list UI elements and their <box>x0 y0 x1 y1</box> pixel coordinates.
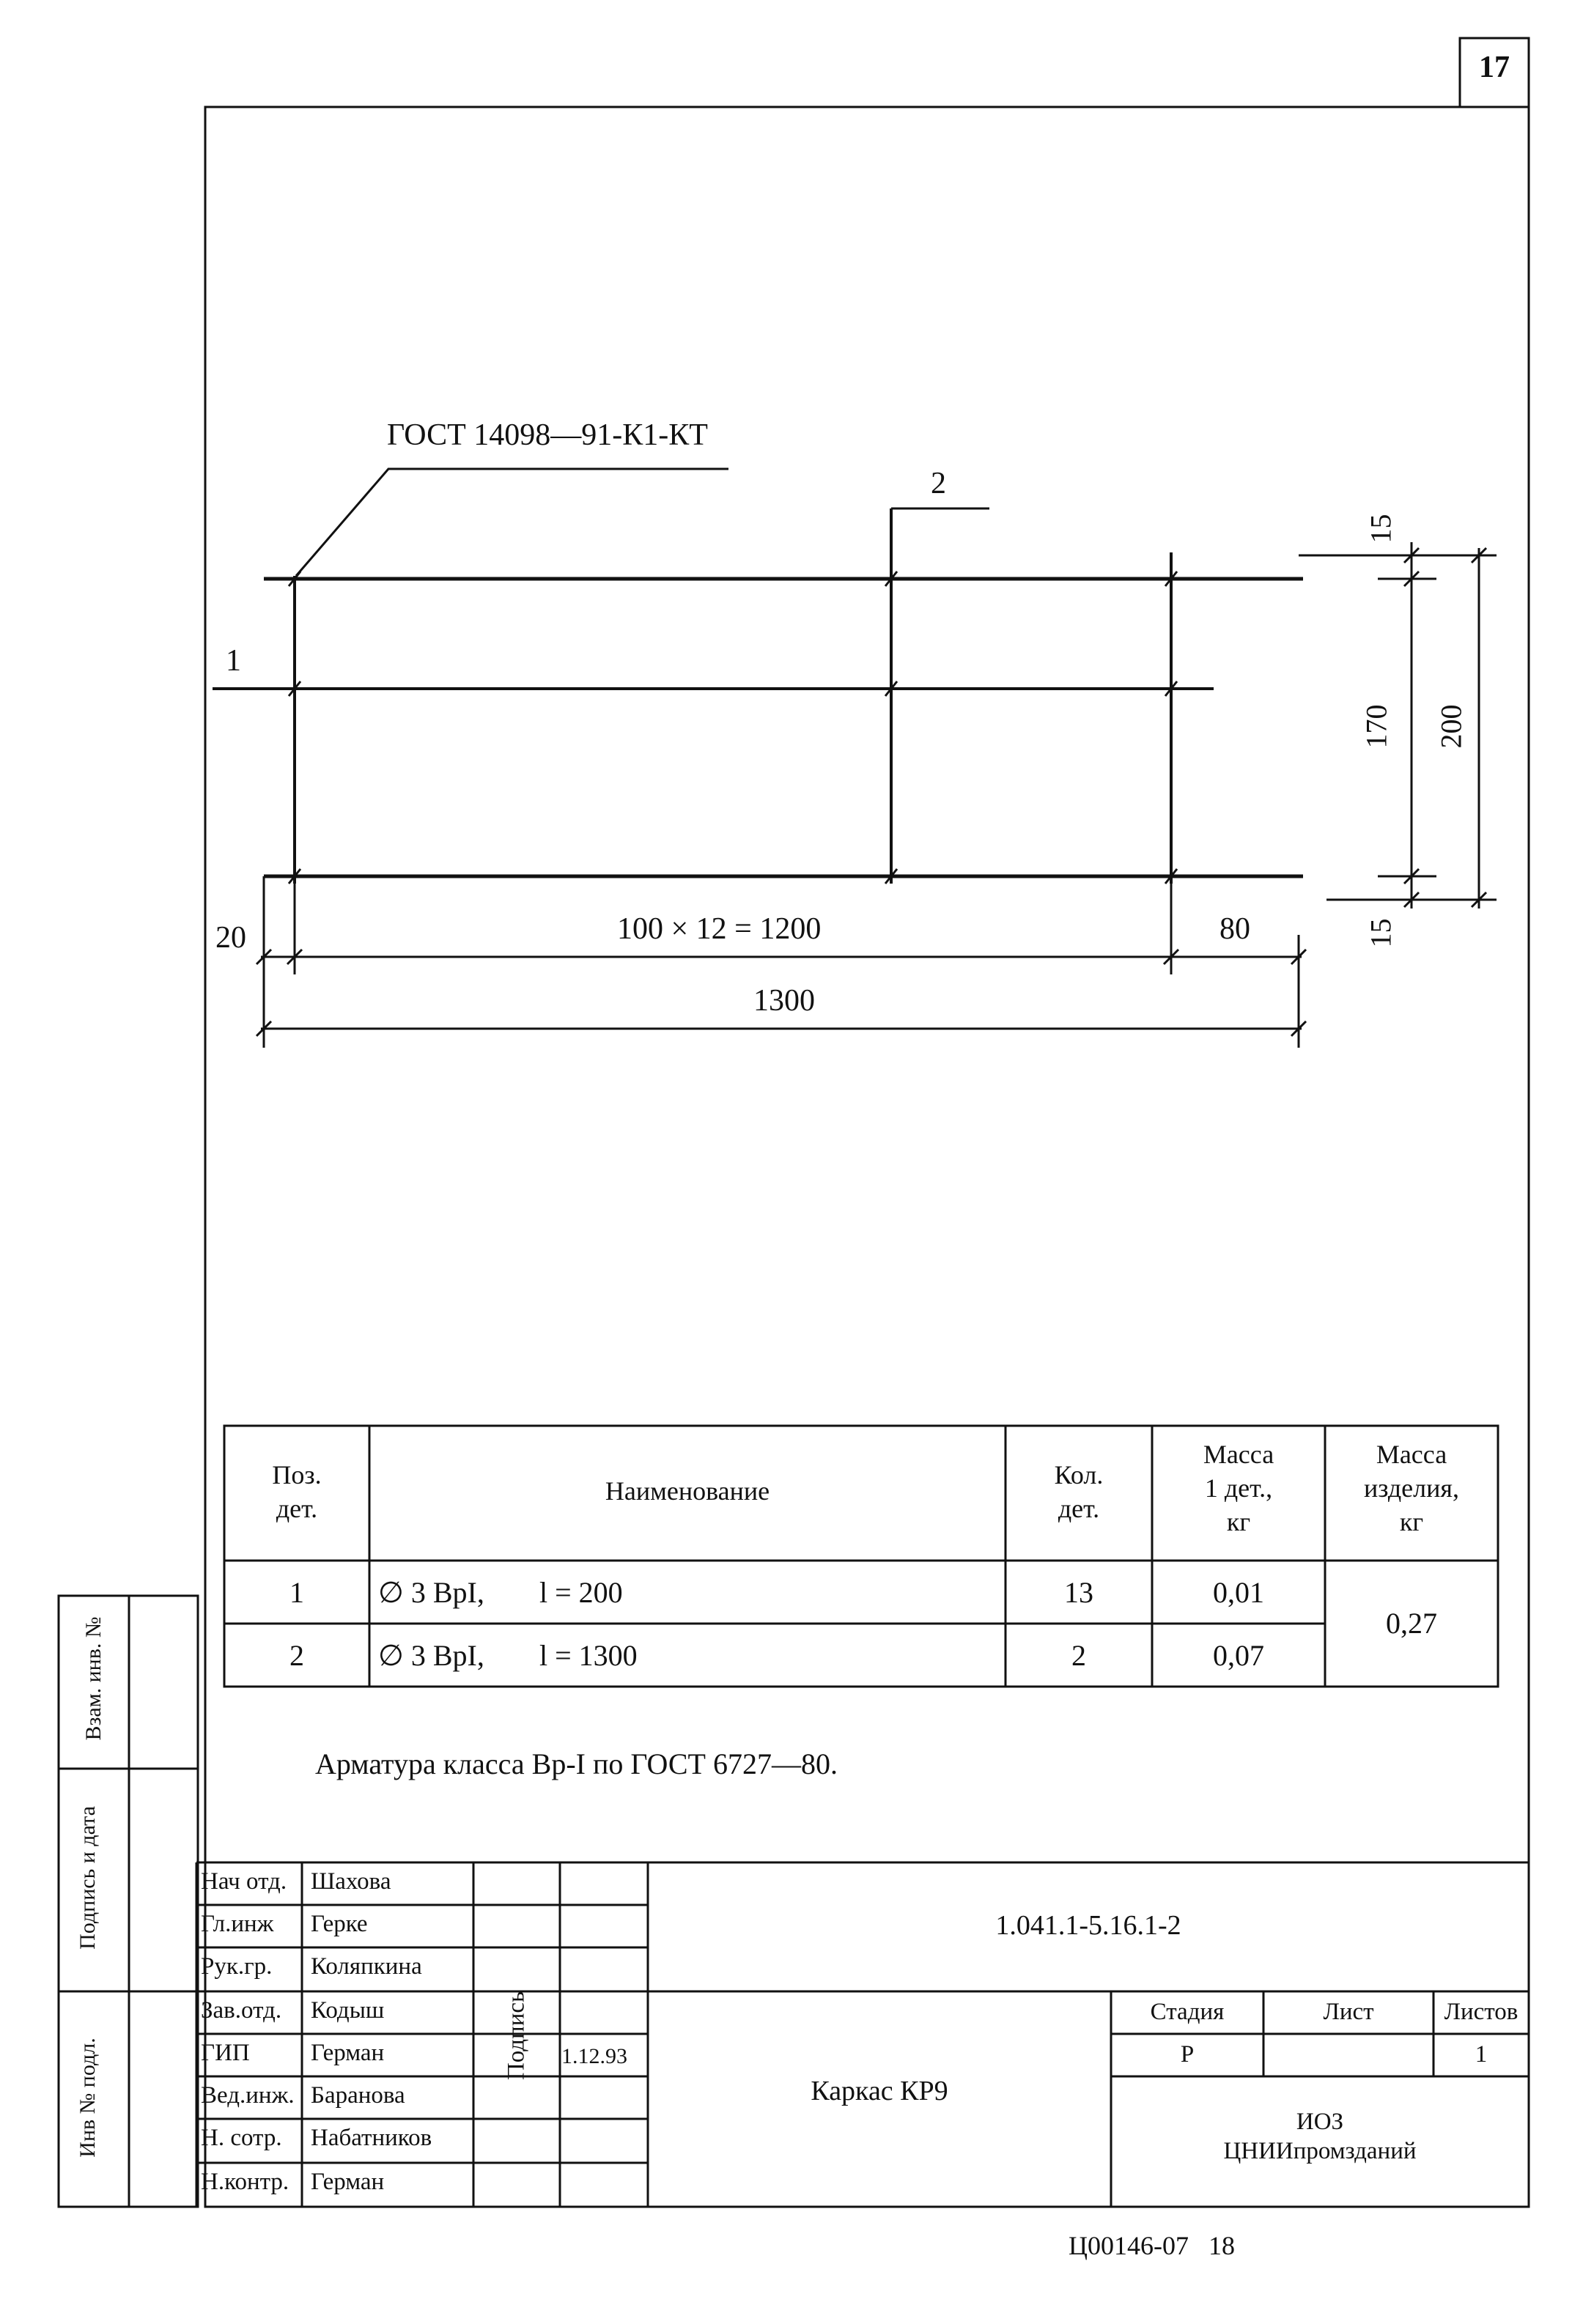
spec-row-2-mass-one: 0,07 <box>1213 1639 1264 1672</box>
sheet-number: 17 <box>1479 51 1510 84</box>
tb-doc-code: 1.041.1-5.16.1-2 <box>995 1910 1181 1941</box>
cage-rods <box>213 508 1214 884</box>
tb-name-5: Герман <box>311 2040 385 2066</box>
dim-top-offset: 15 <box>1364 514 1398 544</box>
tb-stage-label: Стадия <box>1150 1999 1225 2025</box>
spec-row-2-pos: 2 <box>289 1639 304 1672</box>
dim-total-length: 1300 <box>753 984 815 1018</box>
weld-ticks <box>289 571 1177 884</box>
spec-header-qty: Кол. дет. <box>1054 1460 1104 1523</box>
side-stamp-podpis-data: Подпись и дата <box>75 1806 100 1950</box>
tb-name-4: Кодыш <box>311 1997 385 2024</box>
tb-role-5: ГИП <box>201 2040 250 2066</box>
tb-name-8: Герман <box>311 2169 385 2195</box>
spec-row-1-qty: 13 <box>1064 1576 1093 1609</box>
dim-span-main: 100 × 12 = 1200 <box>617 912 822 946</box>
spec-mass-total: 0,27 <box>1386 1607 1437 1640</box>
tb-role-3: Рук.гр. <box>201 1953 273 1980</box>
spec-header-mass-one: Масса 1 дет., кг <box>1203 1440 1274 1536</box>
tb-org-line2: ЦНИИпромзданий <box>1223 2138 1417 2164</box>
spec-row-2-name-b: l = 1300 <box>539 1639 638 1672</box>
tb-role-1: Нач отд. <box>201 1868 287 1895</box>
reinforcement-note: Арматура класса Вр-I по ГОСТ 6727—80. <box>315 1747 838 1780</box>
tb-sheet-label: Лист <box>1323 1999 1374 2025</box>
spec-row-1-mass-one: 0,01 <box>1213 1576 1264 1609</box>
position-1-label: 1 <box>226 644 241 678</box>
spec-header-pos: Поз. дет. <box>272 1460 322 1523</box>
weld-note: ГОСТ 14098—91-К1-КТ <box>387 418 708 452</box>
tb-role-6: Вед.инж. <box>201 2082 295 2109</box>
tb-role-7: Н. сотр. <box>201 2125 282 2151</box>
tb-name-7: Набатников <box>311 2125 432 2151</box>
spec-row-1-pos: 1 <box>289 1576 304 1609</box>
dim-inner-height: 170 <box>1359 704 1393 749</box>
tb-name-1: Шахова <box>311 1868 391 1895</box>
tb-stage-value: Р <box>1180 2041 1195 2068</box>
spec-row-1-name-b: l = 200 <box>539 1576 623 1609</box>
dim-total-height: 200 <box>1434 704 1468 749</box>
spec-header-mass-total: Масса изделия, кг <box>1364 1440 1459 1536</box>
side-stamp-vzam: Взам. инв. № <box>81 1616 106 1741</box>
leaders <box>213 469 989 680</box>
tb-role-8: Н.контр. <box>201 2169 289 2195</box>
spec-header-name: Наименование <box>605 1476 770 1506</box>
horizontal-dimensions <box>257 876 1306 1048</box>
dim-bottom-offset: 15 <box>1364 918 1398 948</box>
tb-signature-label: Подпись <box>503 1991 530 2081</box>
tb-sheets-label: Листов <box>1444 1999 1519 2025</box>
cage-drawing <box>264 579 1303 876</box>
spec-row-2-name-a: ∅ 3 ВрI, <box>378 1639 484 1672</box>
side-stamp-inv-podl: Инв № подл. <box>75 2038 100 2158</box>
tb-name-6: Баранова <box>311 2082 405 2109</box>
tb-org-line1: ИОЗ <box>1296 2109 1344 2135</box>
tb-product-name: Каркас КР9 <box>811 2076 948 2106</box>
tb-name-2: Герке <box>311 1911 368 1937</box>
spec-row-1-name-a: ∅ 3 ВрI, <box>378 1576 484 1609</box>
dim-right-end: 80 <box>1219 912 1250 946</box>
tb-sheets-value: 1 <box>1475 2041 1488 2068</box>
footer-code: Ц00146-07 18 <box>1069 2231 1235 2260</box>
tb-date: 1.12.93 <box>561 2044 627 2068</box>
tb-role-4: Зав.отд. <box>201 1997 282 2024</box>
position-2-label: 2 <box>931 467 946 500</box>
spec-row-2-qty: 2 <box>1071 1639 1086 1672</box>
tb-role-2: Гл.инж <box>201 1911 274 1937</box>
tb-name-3: Коляпкина <box>311 1953 422 1980</box>
dim-left-end: 20 <box>215 921 246 955</box>
